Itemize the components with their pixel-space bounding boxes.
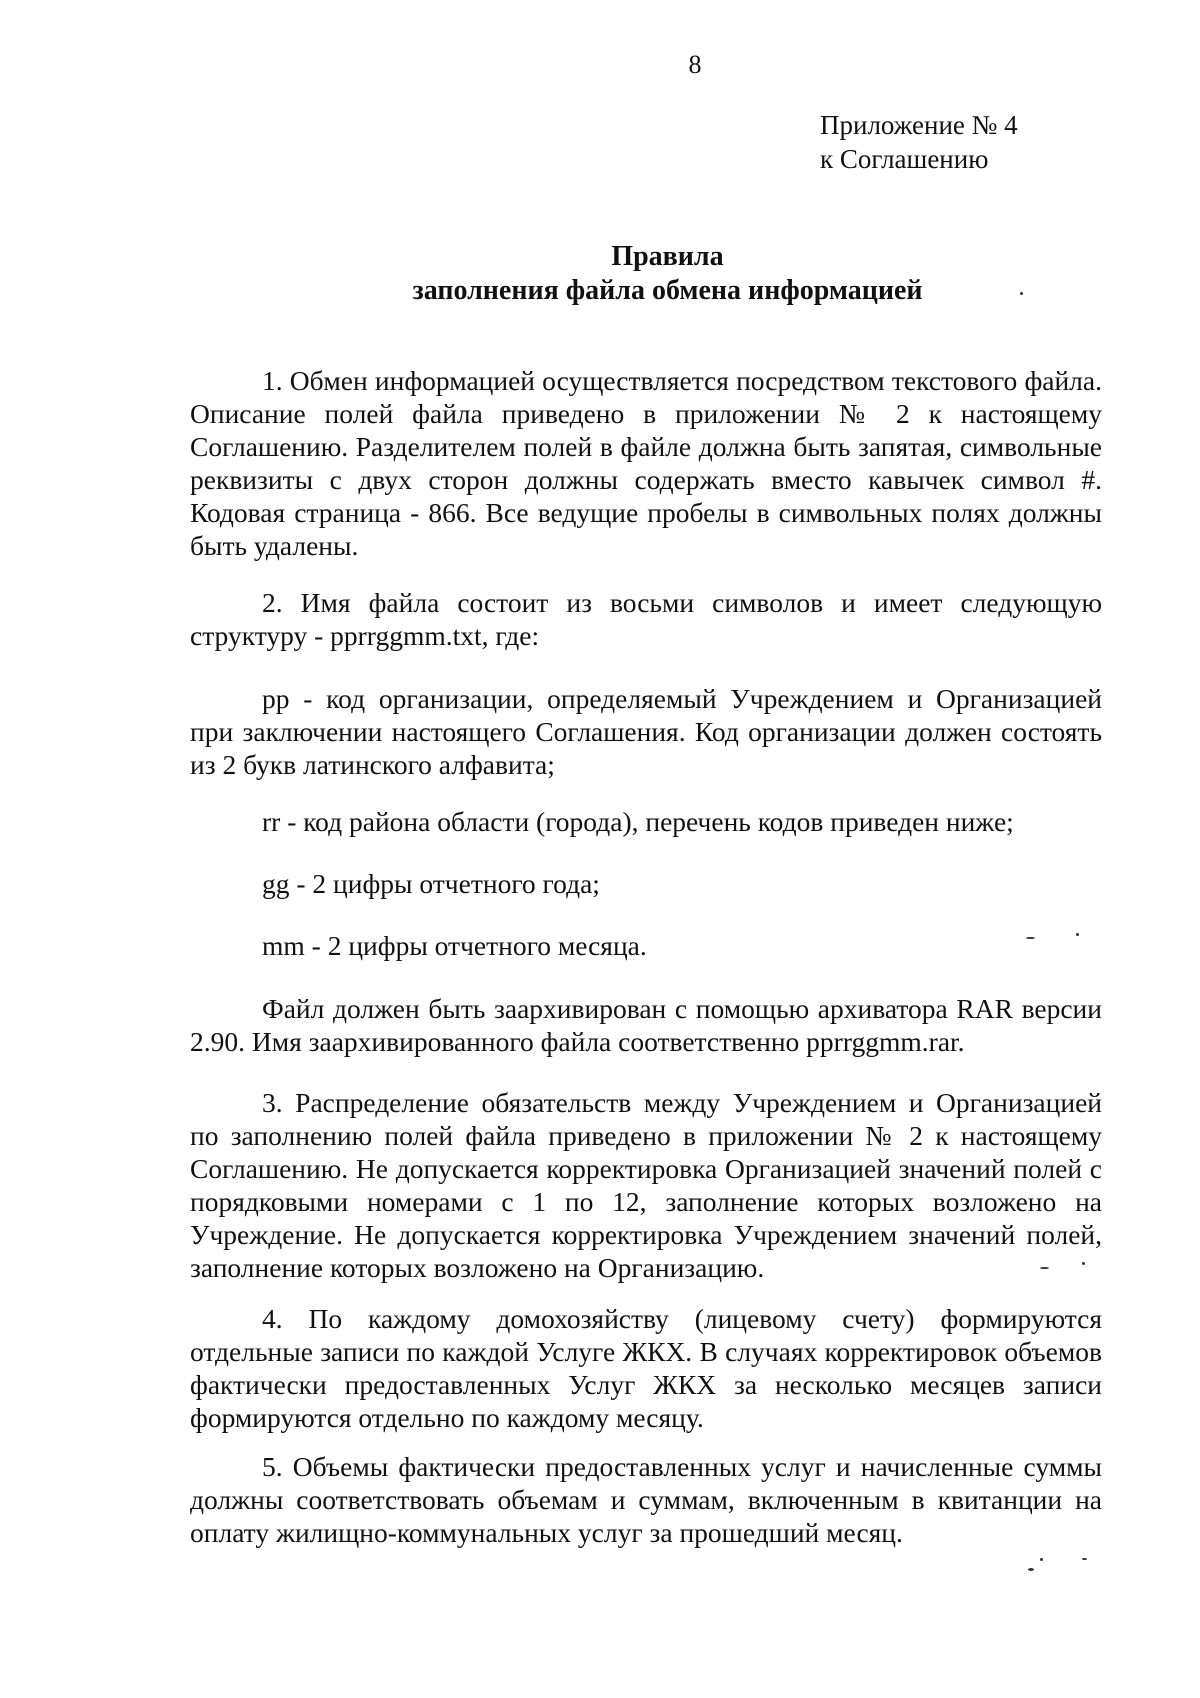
paragraph-2-item-mm (190, 929, 1102, 962)
paragraph-2-item-rr-text: rr - код района области (города), перечень кодов приведен ниже; (262, 806, 1014, 837)
scan-speck (1040, 1558, 1043, 1561)
scan-speck (1020, 292, 1023, 295)
appendix-line-1: Приложение № 4 (820, 110, 1018, 140)
scan-speck (1026, 937, 1035, 939)
paragraph-5-text: 5. Объемы фактически предоставленных услуг и начисленные суммы должны соответствовать объемам и суммам, включенным в квитанции на оплату жилищно-коммунальных услуг за прошедший месяц. (190, 1451, 1102, 1548)
scan-speck (1076, 933, 1079, 936)
paragraph-2-archive-note-text: Файл должен быть заархивирован с помощью архиватора RAR версии 2.90. Имя заархивированного файла соответственно pprrggmm.rar. (190, 993, 1102, 1057)
paragraph-2 (190, 586, 1102, 652)
paragraph-1-text: 1. Обмен информацией осуществляется посредством текстового файла. Описание полей файла приведено в приложении № 2 к настоящему Соглашению. Разделителем полей в файле должна быть запятая, символьные реквизиты с двух сторон должны содержать вместо кавычек символ #. Кодовая страница - 866. Все ведущие пробелы в символьных полях должны быть удалены. (190, 365, 1102, 561)
title-line-1: Правила (611, 241, 724, 272)
page-number: 8 (688, 50, 702, 79)
scan-speck (1082, 1558, 1087, 1560)
scan-speck (1082, 1262, 1085, 1265)
paragraph-2-archive-note (190, 992, 1102, 1058)
paragraph-2-text: 2. Имя файла состоит из восьми символов и имеет следующую структуру - pprrggmm.txt, где: (190, 587, 1102, 651)
paragraph-4 (190, 1302, 1102, 1434)
scan-speck (1028, 1568, 1034, 1571)
scan-speck (1040, 1267, 1049, 1269)
paragraph-3 (190, 1086, 1102, 1284)
paragraph-2-item-pp (190, 682, 1102, 781)
document-title (0, 240, 1200, 308)
appendix-line-2: к Соглашению (820, 144, 989, 174)
paragraph-2-item-mm-text: mm - 2 цифры отчетного месяца. (262, 930, 647, 961)
paragraph-2-item-gg (190, 867, 1102, 900)
appendix-reference (820, 108, 1018, 176)
paragraph-1 (190, 364, 1102, 562)
paragraph-3-text: 3. Распределение обязательств между Учреждением и Организацией по заполнению полей файла приведено в приложении № 2 к настоящему Соглашению. Не допускается корректировка Организацией значений полей с порядковыми номерами с 1 по 12, заполнение которых возложено на Учреждение. Не допускается корректировка Учреждением значений полей, заполнение которых возложено на Организацию. (190, 1087, 1102, 1283)
paragraph-5 (190, 1450, 1102, 1549)
paragraph-2-item-gg-text: gg - 2 цифры отчетного года; (262, 868, 600, 899)
title-line-2: заполнения файла обмена информацией (412, 275, 923, 306)
paragraph-4-text: 4. По каждому домохозяйству (лицевому счету) формируются отдельные записи по каждой Услуге ЖКХ. В случаях корректировок объемов фактически предоставленных Услуг ЖКХ за несколько месяцев записи формируются отдельно по каждому месяцу. (190, 1303, 1102, 1433)
paragraph-2-item-pp-text: pp - код организации, определяемый Учреждением и Организацией при заключении настоящего Соглашения. Код организации должен состоять из 2 букв латинского алфавита; (190, 683, 1102, 780)
paragraph-2-item-rr (190, 805, 1102, 838)
